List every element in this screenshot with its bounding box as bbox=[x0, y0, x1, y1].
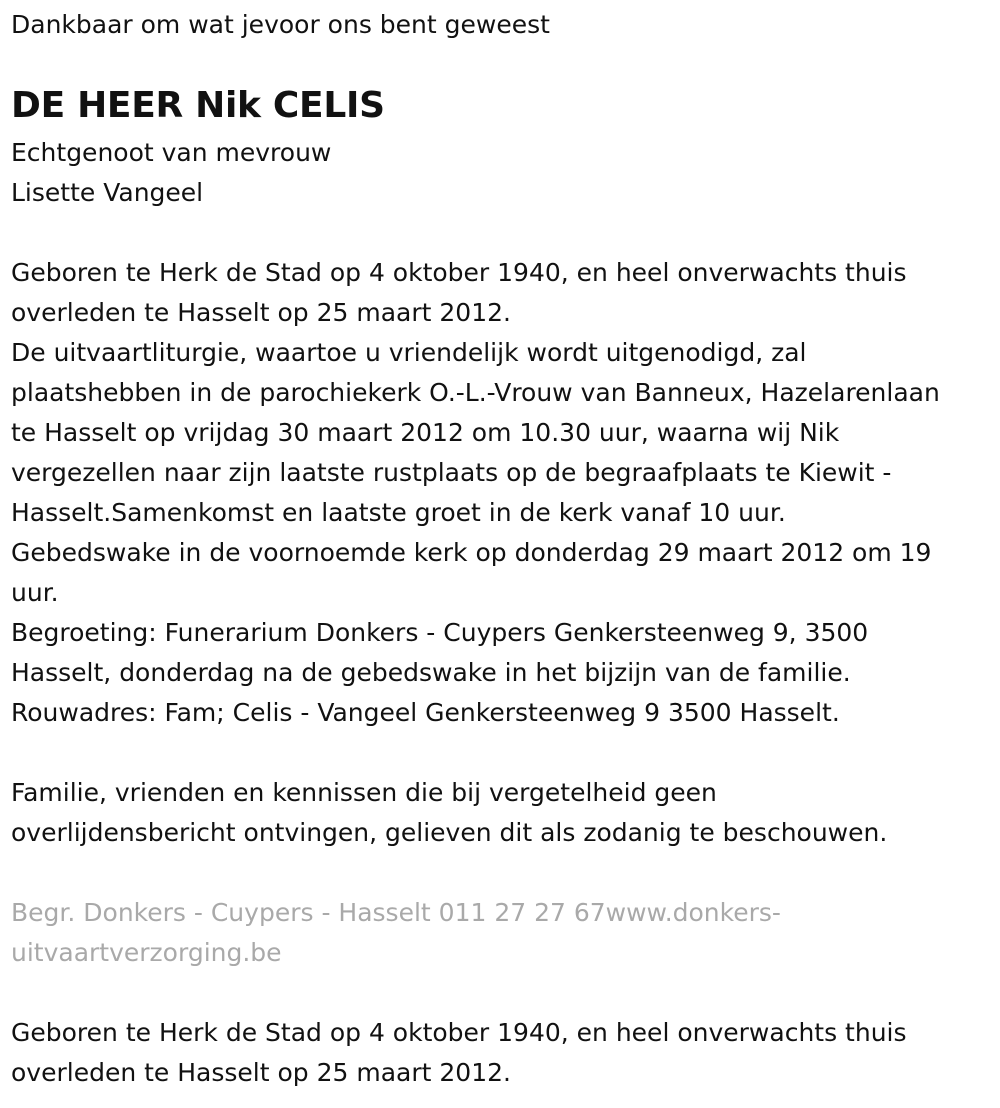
body-line: Rouwadres: Fam; Celis - Vangeel Genkersteenweg 9 3500 Hasselt. bbox=[11, 698, 840, 727]
closing-line: Familie, vrienden en kennissen die bij vergetelheid geen bbox=[11, 778, 717, 807]
closing-line: overlijdensbericht ontvingen, gelieven dit als zodanig te beschouwen. bbox=[11, 818, 888, 847]
intro-line: Dankbaar om wat jevoor ons bent geweest bbox=[11, 10, 550, 39]
repeated-birth-death bbox=[11, 1013, 907, 1093]
funeral-home-footer bbox=[11, 893, 781, 973]
repeat-line: overleden te Hasselt op 25 maart 2012. bbox=[11, 1058, 511, 1087]
footer-line: Begr. Donkers - Cuypers - Hasselt 011 27 27 67www.donkers- bbox=[11, 898, 781, 927]
obituary-body bbox=[11, 253, 940, 733]
closing-note bbox=[11, 773, 887, 853]
body-line: Hasselt, donderdag na de gebedswake in het bijzijn van de familie. bbox=[11, 658, 851, 687]
body-line: vergezellen naar zijn laatste rustplaats op de begraafplaats te Kiewit - bbox=[11, 458, 892, 487]
body-line: De uitvaartliturgie, waartoe u vriendelijk wordt uitgenodigd, zal bbox=[11, 338, 807, 367]
body-line: Begroeting: Funerarium Donkers - Cuypers Genkersteenweg 9, 3500 bbox=[11, 618, 869, 647]
body-line: Gebedswake in de voornoemde kerk op donderdag 29 maart 2012 om 19 bbox=[11, 538, 932, 567]
spouse-block bbox=[11, 133, 331, 213]
body-line: Geboren te Herk de Stad op 4 oktober 1940, en heel onverwachts thuis bbox=[11, 258, 907, 287]
footer-line: uitvaartverzorging.be bbox=[11, 938, 282, 967]
body-line: te Hasselt op vrijdag 30 maart 2012 om 10.30 uur, waarna wij Nik bbox=[11, 418, 840, 447]
spouse-line: Lisette Vangeel bbox=[11, 178, 204, 207]
body-line: overleden te Hasselt op 25 maart 2012. bbox=[11, 298, 511, 327]
spouse-line: Echtgenoot van mevrouw bbox=[11, 138, 332, 167]
body-line: Hasselt.Samenkomst en laatste groet in de kerk vanaf 10 uur. bbox=[11, 498, 786, 527]
deceased-name: DE HEER Nik CELIS bbox=[11, 85, 385, 126]
body-line: uur. bbox=[11, 578, 59, 607]
body-line: plaatshebben in de parochiekerk O.-L.-Vrouw van Banneux, Hazelarenlaan bbox=[11, 378, 940, 407]
repeat-line: Geboren te Herk de Stad op 4 oktober 1940, en heel onverwachts thuis bbox=[11, 1018, 907, 1047]
